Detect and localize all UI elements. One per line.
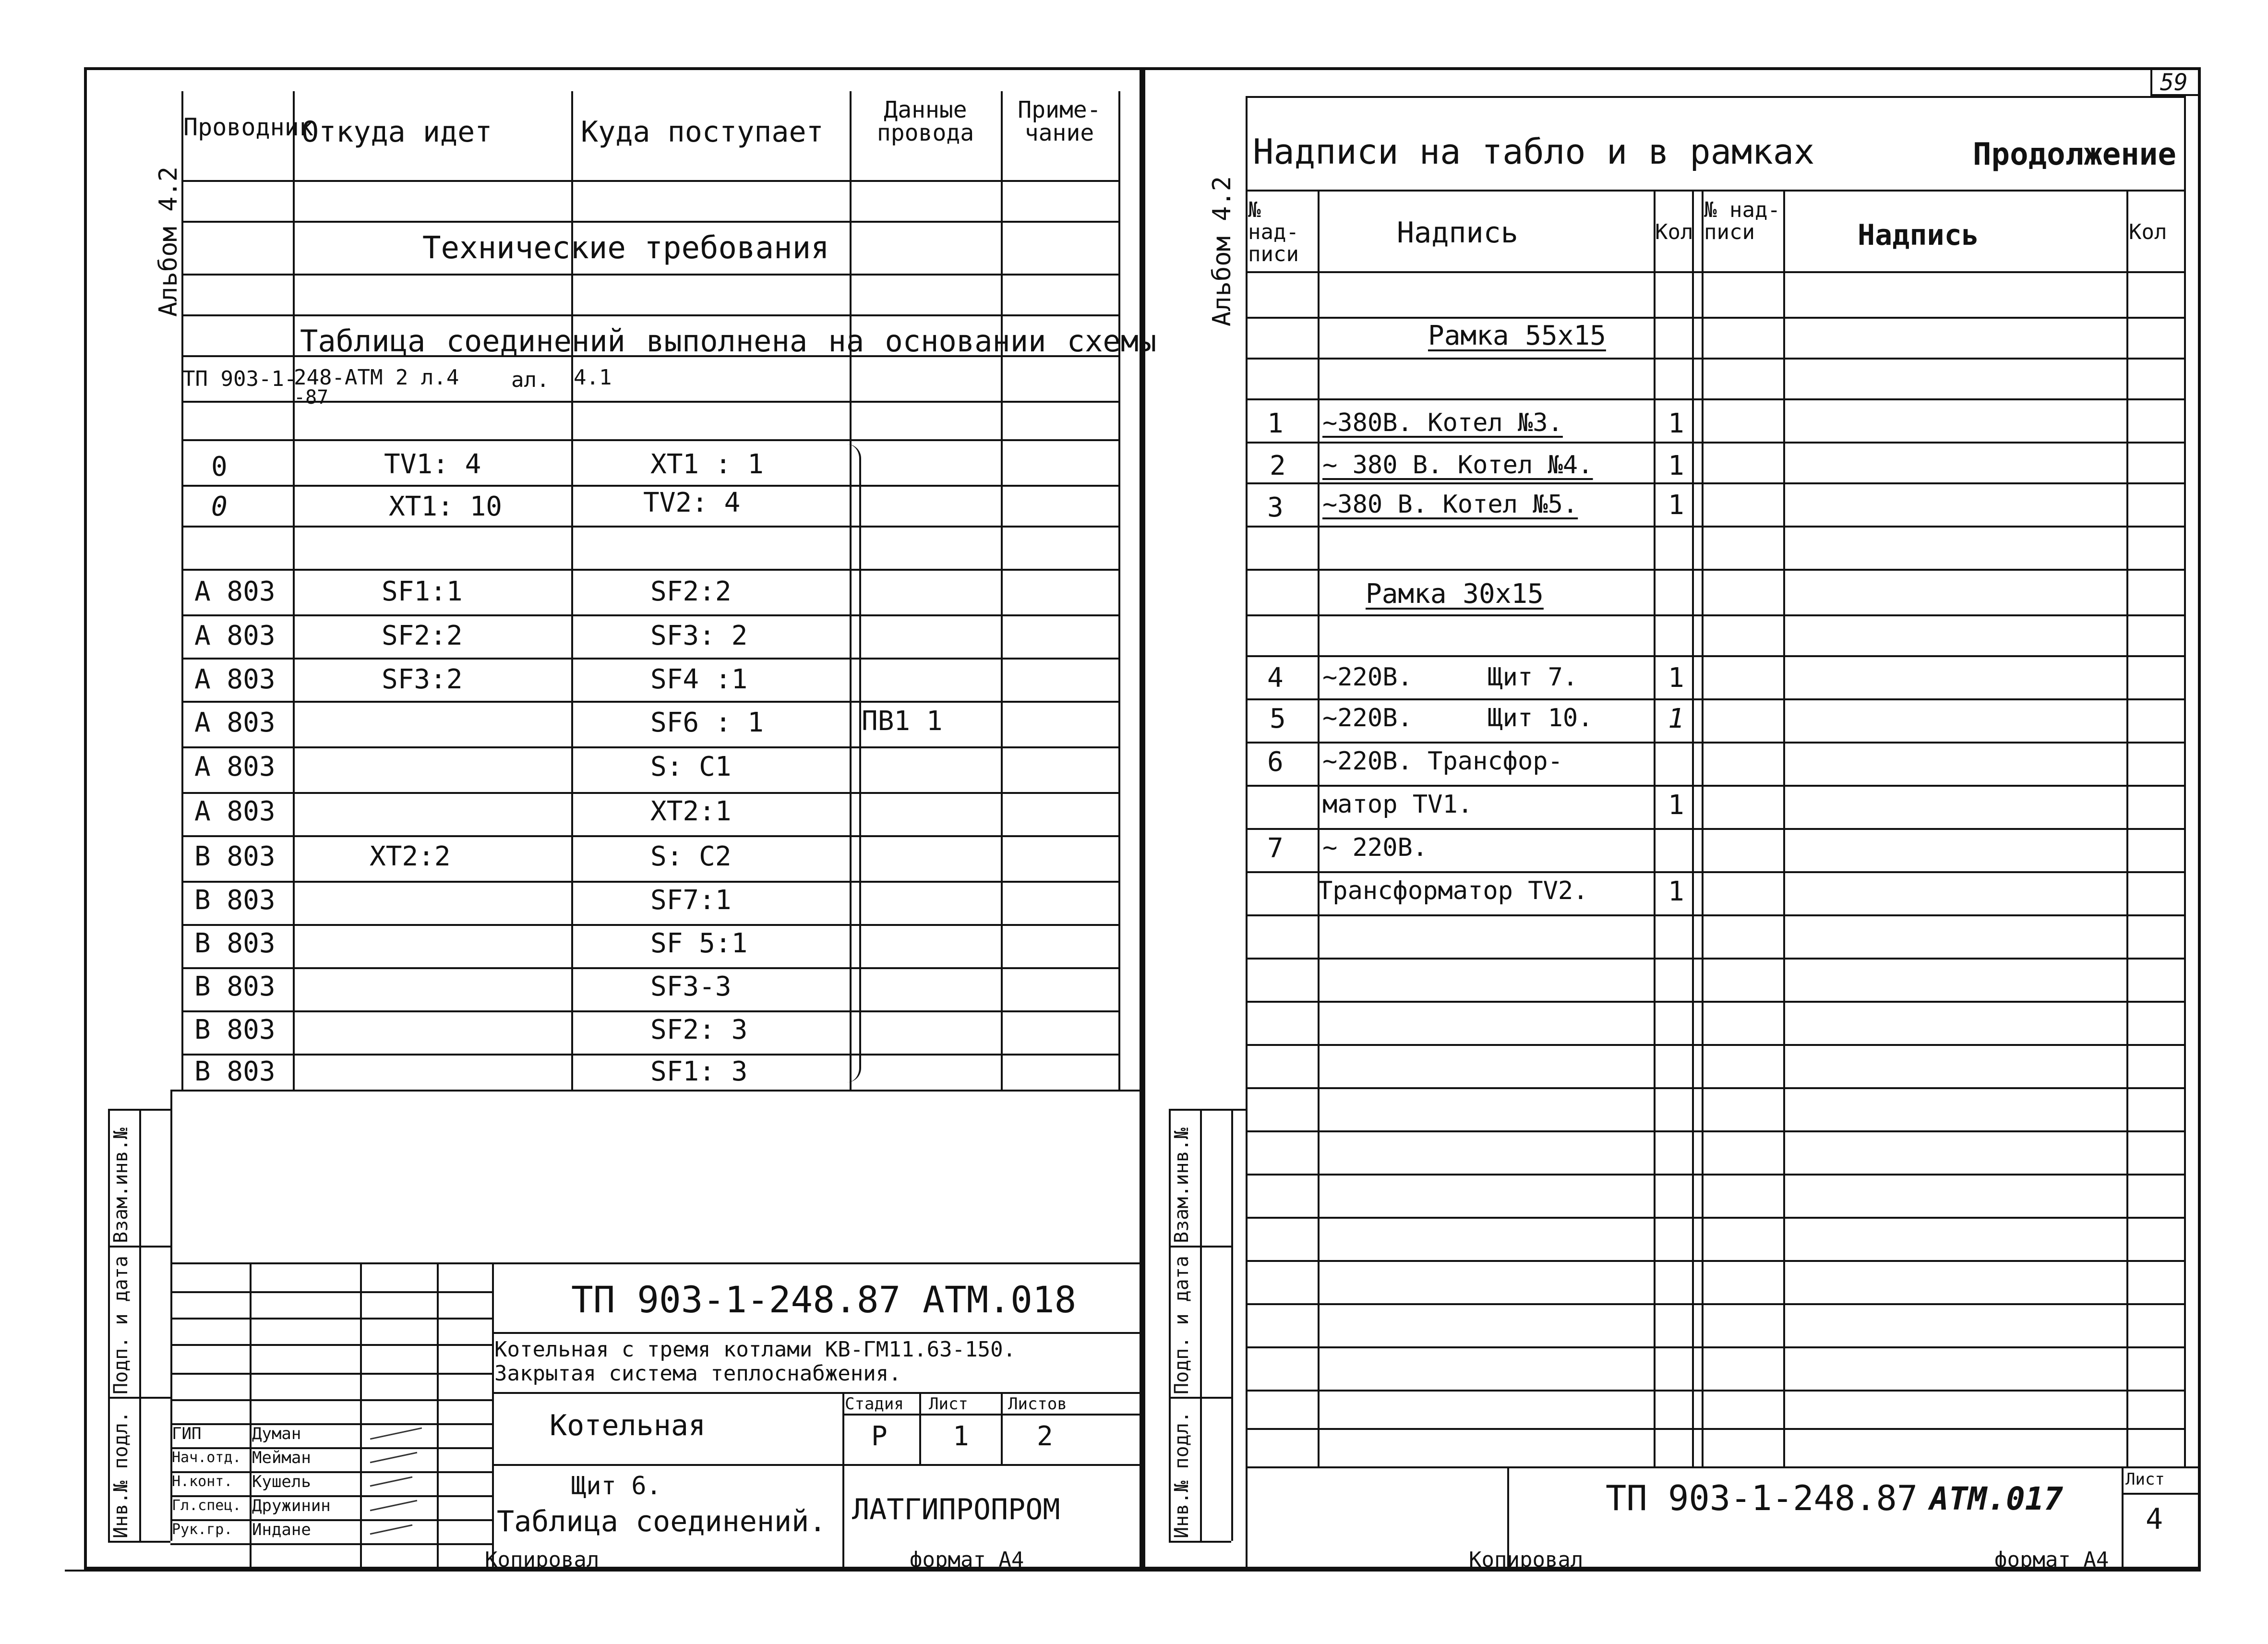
to-cell: SF 5:1: [650, 928, 748, 959]
stamp-row-line: [1169, 1397, 1231, 1399]
header-to: Куда поступает: [581, 115, 824, 149]
to-cell: SF3: 2: [650, 620, 748, 651]
staff-role: Н.конт.: [172, 1473, 233, 1490]
header-note: Приме- чание: [1018, 96, 1101, 146]
row-line: [1246, 1390, 2184, 1392]
col-line: [1001, 91, 1003, 1090]
row-line: [181, 274, 1118, 276]
inscription-num: 4: [1267, 662, 1284, 694]
col-line: [1118, 91, 1120, 1090]
staff-name: Дружинин: [252, 1496, 331, 1515]
row-line: [1246, 1303, 2184, 1305]
row-line: [181, 569, 1118, 571]
stamp-sign-date: Подп. и дата: [110, 1256, 132, 1394]
title-block-line: [919, 1392, 921, 1464]
row-line: [1246, 785, 2184, 787]
stamp-row-line: [108, 1541, 170, 1543]
stamp-row-line: [108, 1109, 170, 1111]
to-cell: TV2: 4: [643, 487, 741, 518]
staff-name: Кушель: [252, 1472, 311, 1491]
sheets-label: Листов: [1008, 1394, 1067, 1414]
row-line: [181, 439, 1118, 441]
page-number: 59: [2160, 69, 2188, 96]
inscription-text: ~220В. Трансфор-: [1322, 747, 1563, 776]
row-line: [181, 526, 1118, 528]
from-cell: TV1: 4: [384, 449, 481, 480]
stamp-col-line: [1200, 1109, 1202, 1541]
col-text2-header: Надпись: [1858, 218, 1979, 252]
inscription-text: ~380 В. Котел №5.: [1322, 490, 1578, 519]
right-sheet-value: 4: [2146, 1502, 2163, 1536]
to-cell: SF1: 3: [650, 1056, 748, 1087]
row-line: [1246, 958, 2184, 960]
stamp-col-line: [1231, 1109, 1233, 1541]
stamp-sign-date: Подп. и дата: [1171, 1256, 1193, 1394]
col-num-header: № над- писи: [1248, 198, 1299, 267]
format-label: формат А4: [910, 1548, 1024, 1572]
row-line: [1246, 569, 2184, 571]
right-sheet-label: Лист: [2125, 1470, 2165, 1489]
col-text-header: Надпись: [1397, 216, 1518, 250]
stamp-row-line: [108, 1246, 170, 1248]
row-line: [1246, 1174, 2184, 1176]
object-name: Котельная: [550, 1409, 706, 1442]
row-line: [181, 1010, 1118, 1012]
row-line: [181, 221, 1118, 223]
row-line: [170, 1090, 1142, 1092]
project-line1: Котельная с тремя котлами КВ-ГМ11.63-150.: [494, 1337, 1016, 1362]
to-cell: SF6 : 1: [650, 707, 764, 738]
row-line: [1246, 614, 2184, 616]
tech-requirements: Технические требования: [422, 230, 829, 266]
col-qty-header: Кол: [1655, 220, 1693, 244]
row-line: [1246, 655, 2184, 657]
staff-role: Рук.гр.: [172, 1521, 233, 1538]
row-line: [181, 792, 1118, 794]
stamp-row-line: [108, 1397, 170, 1399]
staff-role: ГИП: [172, 1424, 202, 1443]
conductor-cell: B 803: [194, 971, 276, 1002]
title-block-line: [842, 1414, 1142, 1416]
col-qty2-header: Кол: [2129, 220, 2167, 244]
title-block-line: [170, 1318, 492, 1320]
row-line: [1246, 1087, 2184, 1089]
conductor-cell: A 803: [194, 664, 276, 695]
from-cell: XT2:2: [370, 841, 451, 872]
to-cell: SF7:1: [650, 885, 732, 916]
to-cell: XT1 : 1: [650, 449, 764, 480]
title-block-line: [492, 1332, 1142, 1334]
title-block-line: [170, 1543, 492, 1545]
right-title: Надписи на табло и в рамках: [1253, 132, 1815, 172]
frame-heading-55x15: Рамка 55х15: [1428, 320, 1606, 351]
header-wire-data: Данные провода: [876, 96, 974, 146]
inscription-num: 2: [1270, 450, 1286, 481]
row-line: [181, 658, 1118, 660]
right-album-label: Альбом 4.2: [1208, 176, 1236, 326]
from-cell: SF1:1: [382, 576, 463, 607]
inscription-text: ~220В. Щит 10.: [1322, 704, 1593, 732]
to-cell: SF2:2: [650, 576, 732, 607]
title-block-line: [492, 1262, 494, 1570]
wire-brand: ПВ1 1: [862, 706, 943, 737]
inscription-text: Трансформатор TV2.: [1318, 876, 1588, 905]
wire-brace: [845, 444, 861, 1082]
title-block-line: [170, 1423, 492, 1425]
staff-name: Индане: [252, 1520, 311, 1539]
inscription-qty: 1: [1668, 450, 1684, 481]
title-block-line: [170, 1344, 492, 1346]
staff-role: Нач.отд.: [172, 1449, 241, 1466]
title-block-line: [2122, 1493, 2201, 1495]
inscription-text: ~380В. Котел №3.: [1322, 408, 1563, 437]
inscription-qty: 1: [1668, 408, 1684, 439]
inscription-qty: 1: [1668, 662, 1684, 694]
stamp-replace-inv: Взам.инв.№: [110, 1128, 132, 1243]
doc-code: ТП 903-1-248.87 АТМ.018: [571, 1278, 1077, 1321]
title-block-line: [492, 1392, 1142, 1394]
ref-series: ТП 903-1-: [182, 367, 297, 391]
conductor-cell: B 803: [194, 1056, 276, 1087]
stamp-row-line: [1169, 1246, 1231, 1248]
row-line: [1246, 828, 2184, 830]
row-line: [1246, 698, 2184, 700]
row-line: [1246, 1260, 2184, 1262]
row-line: [1246, 96, 2184, 98]
row-line: [181, 701, 1118, 703]
conductor-cell: A 803: [194, 796, 276, 827]
stamp-inv-orig: Инв.№ подл.: [1171, 1411, 1193, 1538]
stamp-col-line: [139, 1109, 141, 1541]
header-from: Откуда идет: [301, 115, 492, 149]
inscription-num: 1: [1267, 408, 1284, 439]
row-line: [181, 746, 1118, 748]
ref-album: ал.: [511, 368, 550, 392]
title-block-line: [1001, 1392, 1003, 1464]
right-doc-code: ТП 903-1-248.87: [1606, 1478, 1918, 1518]
title-block-line: [170, 1399, 492, 1401]
inscription-qty: 1: [1668, 490, 1684, 521]
inscription-qty: 1: [1668, 876, 1684, 907]
inscription-num: 3: [1267, 492, 1284, 523]
to-cell: SF3-3: [650, 971, 732, 1002]
conductor-cell: B 803: [194, 885, 276, 916]
to-cell: SF2: 3: [650, 1014, 748, 1045]
from-cell: SF2:2: [382, 620, 463, 651]
row-line: [181, 967, 1118, 969]
stamp-replace-inv: Взам.инв.№: [1171, 1128, 1193, 1243]
conductor-cell: A 803: [194, 620, 276, 651]
inscription-text: ~ 380 В. Котел №4.: [1322, 451, 1593, 480]
row-line: [1246, 742, 2184, 744]
row-line: [1246, 442, 2184, 444]
conductor-cell: A 803: [194, 707, 276, 738]
row-line: [1246, 1217, 2184, 1219]
title-block-line: [437, 1262, 439, 1570]
col-line: [293, 91, 295, 1090]
left-album-label: Альбом 4.2: [154, 166, 183, 317]
drawing-title2: Таблица соединений.: [497, 1505, 827, 1538]
ref-year: -87: [294, 386, 329, 408]
sheets-value: 2: [1037, 1421, 1053, 1452]
project-line2: Закрытая система теплоснабжения.: [494, 1361, 901, 1386]
right-copied-label: Копировал: [1469, 1548, 1584, 1572]
row-line: [1246, 398, 2184, 400]
right-format-label: формат А4: [1994, 1548, 2109, 1572]
col-line: [2184, 96, 2186, 1466]
title-block-line: [250, 1262, 252, 1570]
row-line: [1246, 1001, 2184, 1003]
inscription-text: ~220В. Щит 7.: [1322, 663, 1578, 692]
stamp-row-line: [1169, 1541, 1231, 1543]
to-cell: SF4 :1: [650, 664, 748, 695]
header-conductor: Проводник: [183, 113, 313, 141]
row-line: [1246, 358, 2184, 360]
inscription-text: матор TV1.: [1322, 790, 1473, 819]
conductor-cell: 0: [211, 491, 228, 522]
ref-sheet: 4.1: [574, 365, 612, 390]
inscription-text: ~ 220В.: [1322, 833, 1428, 862]
row-line: [1246, 271, 2184, 273]
stage-label: Стадия: [845, 1394, 904, 1414]
title-block-line: [170, 1291, 492, 1293]
copied-label: Копировал: [485, 1548, 600, 1572]
bottom-rule: [65, 1570, 1142, 1572]
row-line: [1246, 1466, 2201, 1468]
row-line: [1246, 914, 2184, 916]
inscription-qty: 1: [1668, 790, 1684, 821]
row-line: [181, 180, 1118, 182]
sheet-value: 1: [953, 1421, 969, 1452]
sheet-label: Лист: [929, 1394, 968, 1414]
title-block-line: [360, 1262, 362, 1570]
row-line: [181, 614, 1118, 616]
conductor-cell: A 803: [194, 751, 276, 782]
row-line: [181, 485, 1118, 487]
row-line: [1246, 1428, 2184, 1430]
staff-name: Думан: [252, 1424, 301, 1443]
row-line: [181, 924, 1118, 926]
row-line: [181, 314, 1118, 316]
title-block-line: [492, 1464, 1142, 1466]
drawing-title1: Щит 6.: [571, 1472, 661, 1500]
inscription-num: 6: [1267, 746, 1284, 778]
conductor-cell: 0: [211, 451, 228, 482]
bottom-rule: [1142, 1570, 2201, 1572]
row-line: [1246, 1130, 2184, 1132]
title-block-line: [170, 1262, 1142, 1264]
stamp-inv-orig: Инв.№ подл.: [110, 1411, 132, 1538]
row-line: [1246, 526, 2184, 528]
row-line: [1246, 871, 2184, 873]
row-line: [181, 881, 1118, 883]
to-cell: S: C1: [650, 751, 732, 782]
ref-code: 248-АТМ 2 л.4: [294, 365, 459, 390]
col-num2-header: № над- писи: [1704, 198, 1780, 245]
stage-value: Р: [871, 1421, 888, 1452]
conductor-cell: A 803: [194, 576, 276, 607]
row-line: [181, 835, 1118, 837]
title-block-line: [842, 1392, 844, 1570]
row-line: [1246, 1044, 2184, 1046]
basis-line: Таблица соединений выполнена на основании схемы: [300, 324, 1157, 359]
inscription-num: 5: [1270, 703, 1286, 734]
organization: ЛАТГИПРОПРОМ: [852, 1493, 1060, 1526]
row-line: [1246, 482, 2184, 484]
conductor-cell: B 803: [194, 841, 276, 872]
conductor-cell: B 803: [194, 1014, 276, 1045]
stamp-row-line: [1169, 1109, 1246, 1111]
frame-heading-30x15: Рамка 30х15: [1366, 578, 1544, 610]
title-block-line: [2122, 1466, 2124, 1570]
staff-name: Мейман: [252, 1448, 311, 1467]
from-cell: XT1: 10: [389, 491, 503, 522]
right-continuation: Продолжение: [1973, 137, 2176, 172]
conductor-cell: B 803: [194, 928, 276, 959]
to-cell: XT2:1: [650, 796, 732, 827]
inscription-qty: 1: [1668, 703, 1684, 734]
title-block-line: [170, 1373, 492, 1375]
from-cell: SF3:2: [382, 664, 463, 695]
row-line: [1246, 317, 2184, 319]
to-cell: S: C2: [650, 841, 732, 872]
inscription-num: 7: [1267, 833, 1284, 864]
col-line: [181, 91, 183, 1090]
row-line: [1246, 190, 2184, 192]
row-line: [1246, 1346, 2184, 1348]
row-line: [181, 1054, 1118, 1056]
right-doc-suffix: АТМ.017: [1930, 1480, 2064, 1517]
staff-role: Гл.спец.: [172, 1497, 241, 1514]
